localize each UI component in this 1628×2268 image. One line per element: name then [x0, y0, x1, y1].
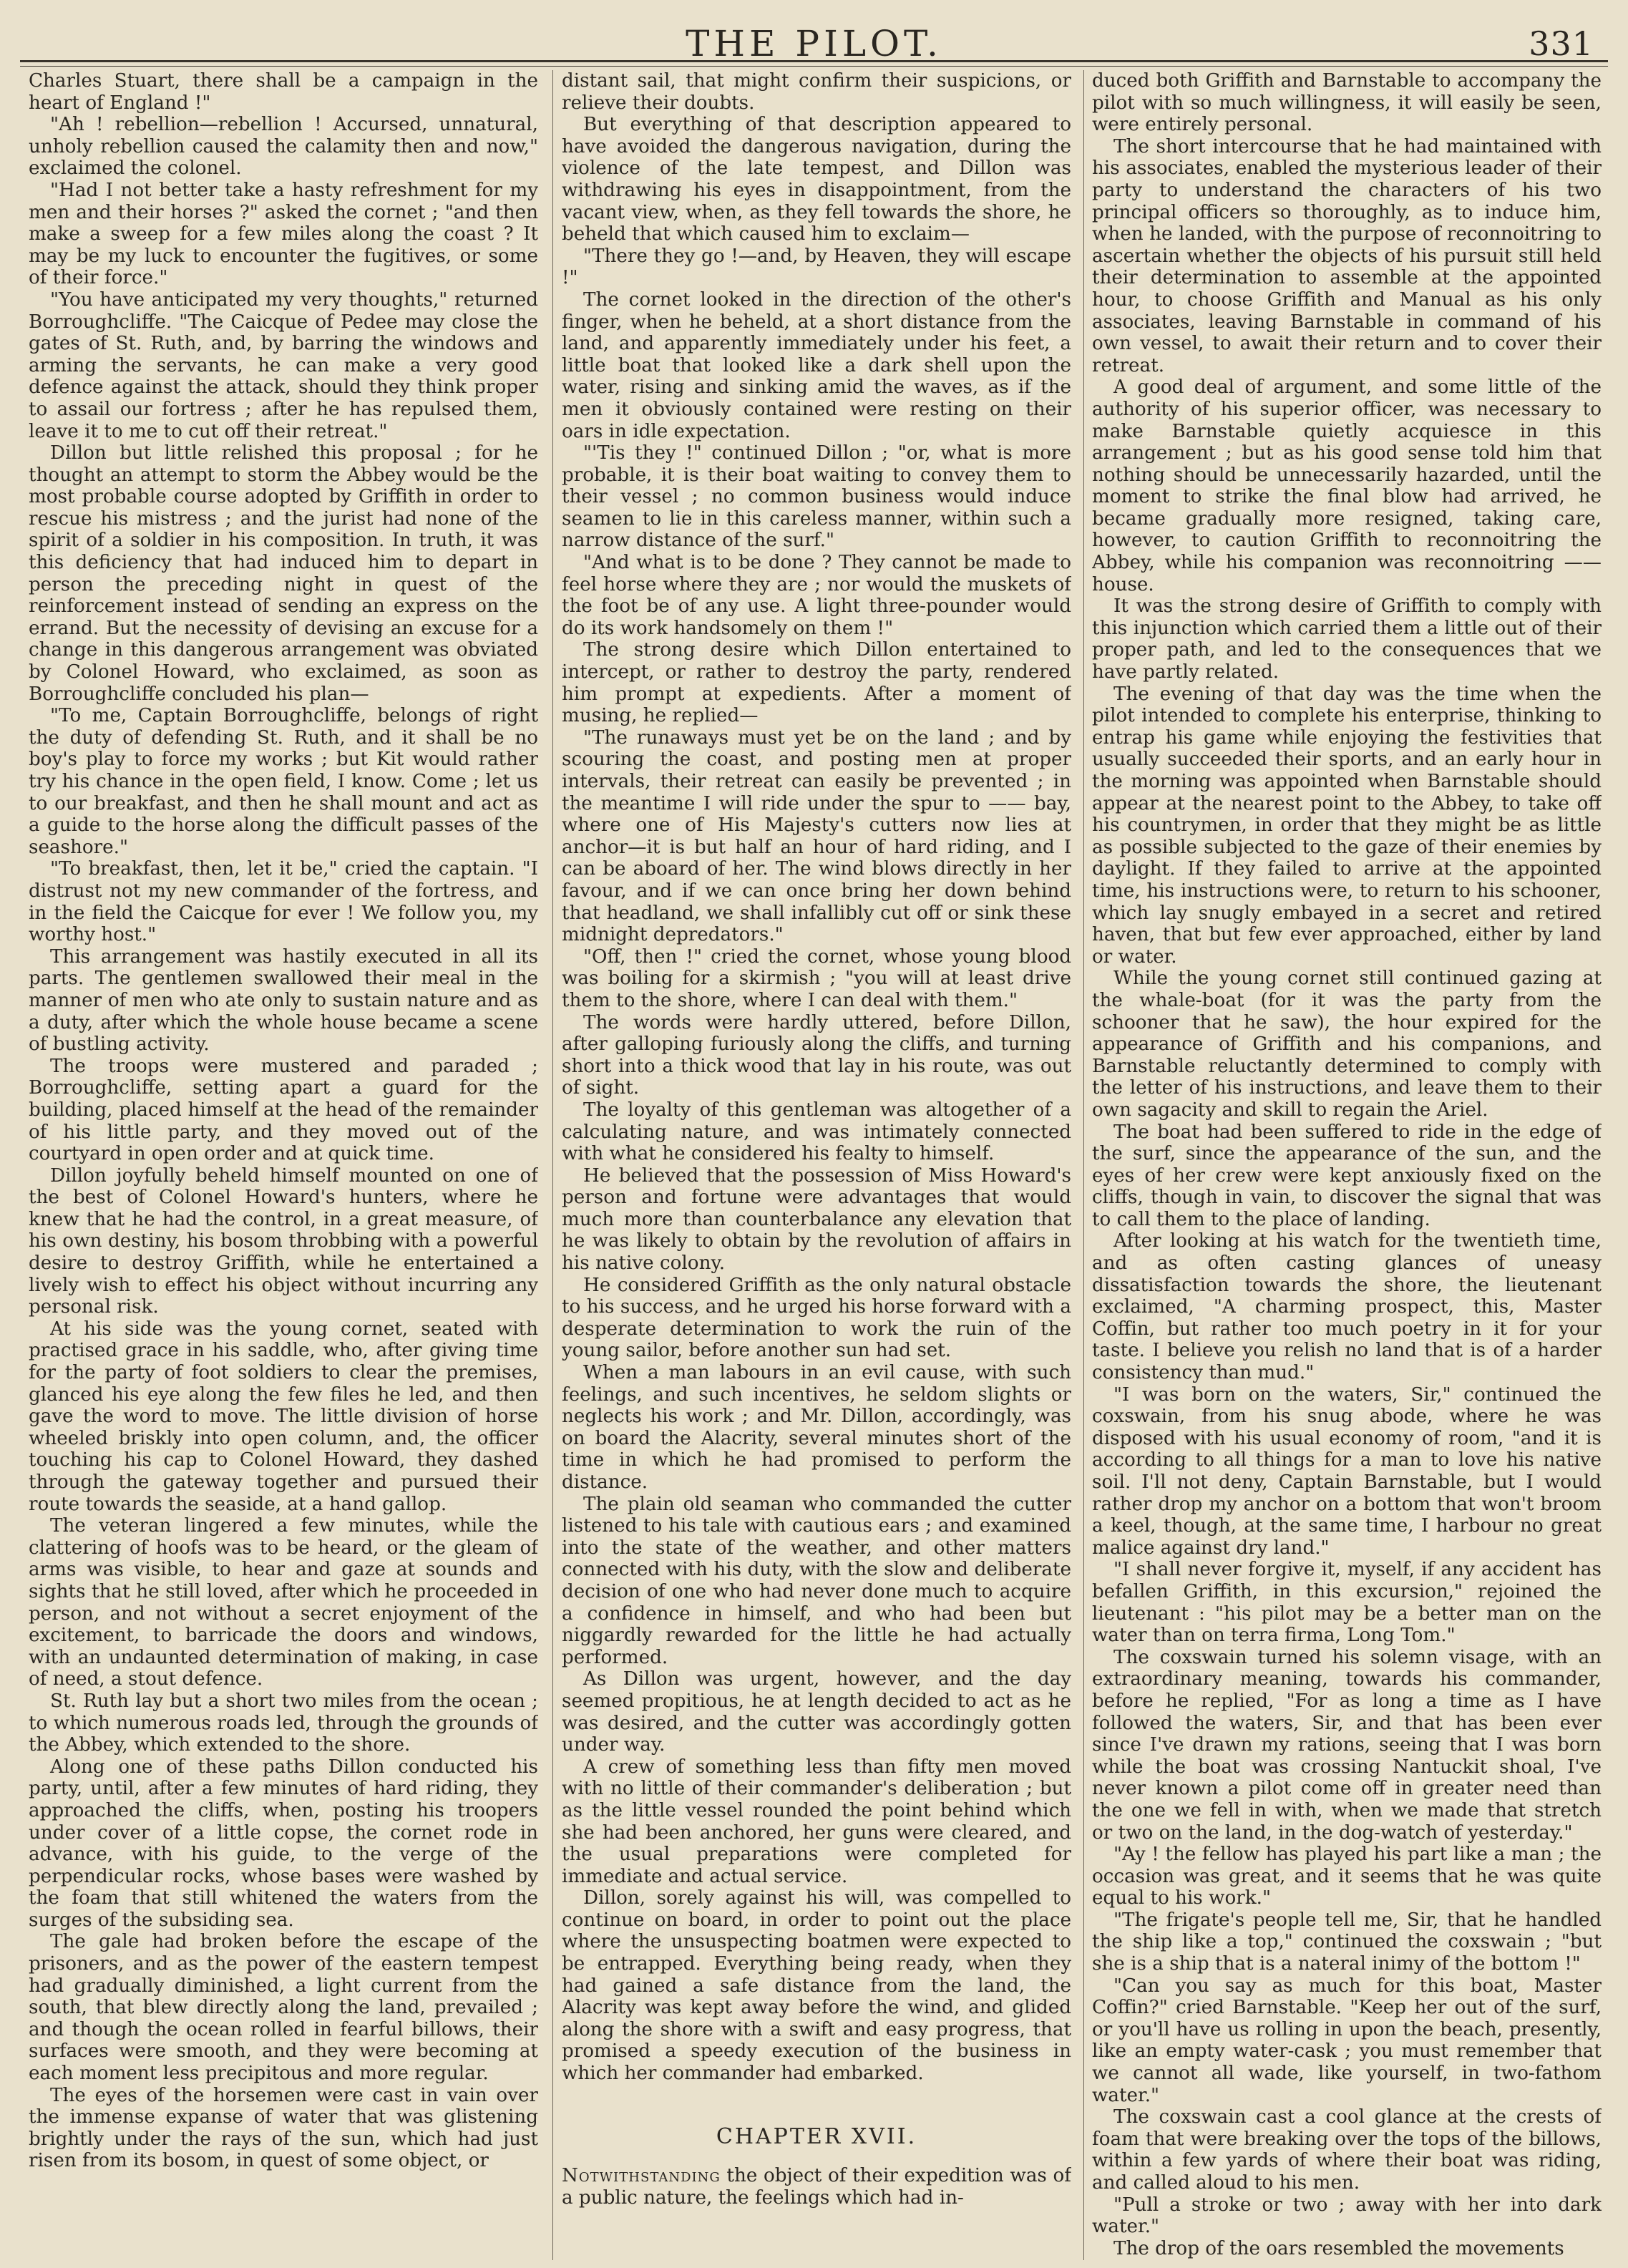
paragraph: "The frigate's people tell me, Sir, that he handled the ship like a top," continued the coxswain ; "but she is a ship that is a nateral inimy of the bottom !" — [1092, 1909, 1602, 1975]
column-2 — [562, 70, 1071, 2260]
paragraph: Dillon but little relished this proposal ; for he thought an attempt to storm the Abbey would be the most probable course adopted by Griffith in order to rescue his mistress ; and the jurist had none of the spirit of a soldier in his composition. In truth, it was this deficiency that had induced him to depart in person the preceding night in quest of the reinforcement instead of sending an express on the errand. But the necessity of devising an excuse for a change in this dangerous arrangement was obviated by Colonel Howard, who exclaimed, as soon as Borroughcliffe concluded his plan— — [29, 442, 538, 705]
paragraph: After looking at his watch for the twentieth time, and as often casting glances of uneasy dissatisfaction towards the shore, the lieutenant exclaimed, "A charming prospect, this, Master Coffin, but rather too much poetry in it for your taste. I believe you relish no land that is of a harder consistency than mud." — [1092, 1230, 1602, 1384]
paragraph: "The runaways must yet be on the land ; and by scouring the coast, and posting men at proper intervals, their retreat can easily be prevented ; in the meantime I will ride under the spur to —— bay, where one of His Majesty's cutters now lies at anchor—it is but half an hour of hard riding, and I can be aboard of her. The wind blows directly in her favour, and if we can once bring her down behind that headland, we shall infallibly cut off or sink these midnight depredators." — [562, 726, 1071, 946]
running-title: THE PILOT. — [686, 23, 942, 64]
paragraph: Charles Stuart, there shall be a campaign in the heart of England !" — [29, 70, 538, 114]
chapter-opening-word: Notwithstanding — [562, 2165, 721, 2187]
paragraph: At his side was the young cornet, seated with practised grace in his saddle, who, after giving time for the party of foot soldiers to clear the premises, glanced his eye along the few files he led, and then gave the word to move. The little division of horse wheeled briskly into open column, and, the officer touching his cap to Colonel Howard, they dashed through the gateway together and pursued their route towards the seaside, at a hand gallop. — [29, 1318, 538, 1515]
paragraph: "You have anticipated my very thoughts," returned Borroughcliffe. "The Caicque of Pedee may close the gates of St. Ruth, and, by barring the windows and arming the servants, he can make a very good defence against the attack, should they think proper to assail our fortress ; after he has repulsed them, leave it to me to cut off their retreat." — [29, 288, 538, 442]
paragraph: "Can you say as much for this boat, Master Coffin?" cried Barnstable. "Keep her out of the surf, or you'll have us rolling in upon the beach, presently, like an empty water-cask ; you must remember that we cannot all wade, like yourself, in two-fathom water." — [1092, 1975, 1602, 2106]
paragraph: The coxswain cast a cool glance at the crests of foam that were breaking over the tops of the billows, within a few yards of where their boat was riding, and called aloud to his men. — [1092, 2106, 1602, 2194]
paragraph: "There they go !—and, by Heaven, they will escape !" — [562, 245, 1071, 289]
paragraph: St. Ruth lay but a short two miles from the ocean ; to which numerous roads led, through the grounds of the Abbey, which extended to the shore. — [29, 1690, 538, 1756]
page-number: 331 — [1529, 24, 1594, 63]
paragraph: Along one of these paths Dillon conducted his party, until, after a few minutes of hard riding, they approached the cliffs, when, posting his troopers under cover of a little copse, the cornet rode in advance, with his guide, to the verge of the perpendicular rocks, whose bases were washed by the foam that still whitened the waters from the surges of the subsiding sea. — [29, 1756, 538, 1931]
paragraph: Dillon, sorely against his will, was compelled to continue on board, in order to point out the place where the unsuspecting boatmen were expected to be entrapped. Everything being ready, when they had gained a safe distance from the land, the Alacrity was kept away before the wind, and glided along the shore with a swift and easy progress, that promised a speedy execution of the business in which her commander had embarked. — [562, 1887, 1071, 2085]
paragraph: This arrangement was hastily executed in all its parts. The gentlemen swallowed their meal in the manner of men who ate only to sustain nature and as a duty, after which the whole house became a scene of bustling activity. — [29, 945, 538, 1056]
paragraph: "I was born on the waters, Sir," continued the coxswain, from his snug abode, where he was disposed with his usual economy of room, "and it is according to all things for a man to love his native soil. I'll not deny, Captain Barnstable, but I would rather drop my anchor on a bottom that won't broom a keel, though, at the same time, I harbour no great malice against dry land." — [1092, 1383, 1602, 1559]
column-divider — [1083, 70, 1084, 2260]
paragraph: The coxswain turned his solemn visage, with an extraordinary meaning, towards his commander, before he replied, "For as long a time as I have followed the waters, Sir, and that has been ever since I've drawn my rations, seeing that I was born while the boat was crossing Nantuckit shoal, I've never known a pilot come off in greater need than the one we fell in with, when we made that stretch or two on the land, in the dog-watch of yesterday." — [1092, 1646, 1602, 1844]
paragraph: A crew of something less than fifty men moved with no little of their commander's deliberation ; but as the little vessel rounded the point behind which she had been anchored, her guns were cleared, and the usual preparations were completed for immediate and actual service. — [562, 1756, 1071, 1887]
paragraph: "Ah ! rebellion—rebellion ! Accursed, unnatural, unholy rebellion caused the calamity then and now," exclaimed the colonel. — [29, 114, 538, 180]
paragraph: Dillon joyfully beheld himself mounted on one of the best of Colonel Howard's hunters, where he knew that he had the control, in a great measure, of his own destiny, his bosom throbbing with a powerful desire to destroy Griffith, while he entertained a lively wish to effect his object without incurring any personal risk. — [29, 1164, 538, 1318]
paragraph: The gale had broken before the escape of the prisoners, and as the power of the eastern tempest had gradually diminished, a light current from the south, that blew directly along the land, prevailed ; and though the ocean rolled in fearful billows, their surfaces were smooth, and they were becoming at each moment less precipitous and more regular. — [29, 1931, 538, 2085]
header-rule — [20, 60, 1608, 62]
paragraph: "To me, Captain Borroughcliffe, belongs of right the duty of defending St. Ruth, and it shall be no boy's play to force my works ; but Kit would rather try his chance in the open field, I know. Come ; let us to our breakfast, and then he shall mount and act as a guide to the horse along the difficult passes of the seashore." — [29, 705, 538, 858]
text-columns — [21, 70, 1607, 2260]
paragraph: As Dillon was urgent, however, and the day seemed propitious, he at length decided to act as he was desired, and the cutter was accordingly gotten under way. — [562, 1668, 1071, 1756]
column-1 — [29, 70, 538, 2260]
paragraph: A good deal of argument, and some little of the authority of his superior officer, was necessary to make Barnstable quietly acquiesce in this arrangement ; but as his good sense told him that nothing should be unnecessarily hazarded, until the moment to strike the final blow had arrived, he became gradually more resigned, taking care, however, to caution Griffith to reconnoitring the Abbey, while his companion was reconnoitring —— house. — [1092, 376, 1602, 595]
paragraph: "'Tis they !" continued Dillon ; "or, what is more probable, it is their boat waiting to convey them to their vessel ; no common business would induce seamen to lie in this careless manner, within such a narrow distance of the surf." — [562, 442, 1071, 552]
paragraph: He believed that the possession of Miss Howard's person and fortune were advantages that would much more than counterbalance any elevation that he was likely to obtain by the revolution of affairs in his native colony. — [562, 1164, 1071, 1275]
paragraph: The loyalty of this gentleman was altogether of a calculating nature, and was intimately connected with what he considered his fealty to himself. — [562, 1099, 1071, 1165]
paragraph: "Ay ! the fellow has played his part like a man ; the occasion was great, and it seems that he was quite equal to his work." — [1092, 1844, 1602, 1909]
paragraph: The plain old seaman who commanded the cutter listened to his tale with cautious ears ; and examined into the state of the weather, and other matters connected with his duty, with the slow and deliberate decision of one who had never done much to acquire a confidence in himself, and who had been but niggardly rewarded for the little he had actually performed. — [562, 1493, 1071, 1668]
paragraph: He considered Griffith as the only natural obstacle to his success, and he urged his horse forward with a desperate determination to work the ruin of the young sailor, before another sun had set. — [562, 1274, 1071, 1362]
paragraph: The words were hardly uttered, before Dillon, after galloping furiously along the cliffs, and turning short into a thick wood that lay in his route, was out of sight. — [562, 1011, 1071, 1099]
chapter-opening-text: the object of their expedition was of a public nature, the feelings which had in- — [562, 2165, 1071, 2209]
paragraph: The drop of the oars resembled the movements — [1113, 2237, 1564, 2259]
paragraph: "Had I not better take a hasty refreshment for my men and their horses ?" asked the cornet ; "and then make a sweep for a few miles along the coast ? It may be my luck to encounter the fugitives, or some of their force." — [29, 179, 538, 289]
paragraph: The strong desire which Dillon entertained to intercept, or rather to destroy the party, rendered him prompt at expedients. After a moment of musing, he replied— — [562, 639, 1071, 727]
chapter-heading: CHAPTER XVII. — [716, 2123, 917, 2149]
paragraph: duced both Griffith and Barnstable to accompany the pilot with so much willingness, it will easily be seen, were entirely personal. — [1092, 70, 1602, 136]
paragraph: The short intercourse that he had maintained with his associates, enabled the mysterious leader of their party to understand the characters of his two principal officers so thoroughly, as to induce him, when he landed, with the purpose of reconnoitring to ascertain whether the objects of his pursuit still held their determination to assemble at the appointed hour, to choose Griffith and Manual as his only associates, leaving Barnstable in command of his own vessel, to await their return and to cover their retreat. — [1092, 135, 1602, 376]
paragraph: "And what is to be done ? They cannot be made to feel horse where they are ; nor would the muskets of the foot be of any use. A light three-pounder would do its work handsomely on them !" — [562, 552, 1071, 639]
column-3 — [1092, 70, 1602, 2260]
paragraph: "Pull a stroke or two ; away with her into dark water." — [1092, 2194, 1602, 2238]
paragraph: "I shall never forgive it, myself, if any accident has befallen Griffith, in this excursion," rejoined the lieutenant : "his pilot may be a better man on the water than on terra firma, Long Tom." — [1092, 1559, 1602, 1647]
paragraph: The eyes of the horsemen were cast in vain over the immense expanse of water that was glistening brightly under the rays of the sun, which had just risen from its bosom, in quest of some object, or — [29, 2084, 538, 2172]
paragraph: The veteran lingered a few minutes, while the clattering of hoofs was to be heard, or the gleam of arms was visible, to hear and gaze at sounds and sights that he still loved, after which he proceeded in person, and not without a secret enjoyment of the excitement, to barricade the doors and windows, with an undaunted determination of making, in case of need, a stout defence. — [29, 1515, 538, 1690]
paragraph: The troops were mustered and paraded ; Borroughcliffe, setting apart a guard for the building, placed himself at the head of the remainder of his little party, and they moved out of the courtyard in open order and at quick time. — [29, 1055, 538, 1165]
paragraph: While the young cornet still continued gazing at the whale-boat (for it was the party from the schooner that he saw), the hour expired for the appearance of Griffith and his companions, and Barnstable reluctantly determined to comply with the letter of his instructions, and leave them to their own sagacity and skill to regain the Ariel. — [1092, 968, 1602, 1121]
paragraph: The cornet looked in the direction of the other's finger, when he beheld, at a short distance from the land, and apparently immediately under his feet, a little boat that looked like a dark shell upon the water, rising and sinking amid the waves, as if the men it obviously contained were resting on their oars in idle expectation. — [562, 288, 1071, 442]
paragraph: distant sail, that might confirm their suspicions, or relieve their doubts. — [562, 70, 1071, 114]
paragraph: "Off, then !" cried the cornet, whose young blood was boiling for a skirmish ; "you will at least drive them to the shore, where I can deal with them." — [562, 945, 1071, 1011]
paragraph: The evening of that day was the time when the pilot intended to complete his enterprise, thinking to entrap his game while enjoying the festivities that usually succeeded their sports, and an early hour in the morning was appointed when Barnstable should appear at the nearest point to the Abbey, to take off his countrymen, in order that they might be as little as possible subjected to the gaze of their enemies by daylight. If they failed to arrive at the appointed time, his instructions were, to return to his schooner, which lay snugly embayed in a secret and retired haven, that but few ever approached, either by land or water. — [1092, 683, 1602, 968]
paragraph: The boat had been suffered to ride in the edge of the surf, since the appearance of the sun, and the eyes of her crew were kept anxiously fixed on the cliffs, though in vain, to discover the signal that was to call them to the place of landing. — [1092, 1121, 1602, 1230]
paragraph: When a man labours in an evil cause, with such feelings, and such incentives, he seldom slights or neglects his work ; and Mr. Dillon, accordingly, was on board the Alacrity, several minutes short of the time in which he had promised to perform the distance. — [562, 1362, 1071, 1493]
paragraph: But everything of that description appeared to have avoided the dangerous navigation, during the violence of the late tempest, and Dillon was withdrawing his eyes in disappointment, from the vacant view, when, as they fell towards the shore, he beheld that which caused him to exclaim— — [562, 114, 1071, 245]
paragraph: "To breakfast, then, let it be," cried the captain. "I distrust not my new commander of the fortress, and in the field the Caicque for ever ! We follow you, my worthy host." — [29, 858, 538, 946]
header-rule-thin — [20, 66, 1608, 67]
chapter-opening-paragraph — [562, 2165, 1071, 2209]
column-divider — [552, 70, 553, 2260]
paragraph: It was the strong desire of Griffith to comply with this injunction which carried them a little out of their proper path, and led to the consequences that we have partly related. — [1092, 595, 1602, 683]
